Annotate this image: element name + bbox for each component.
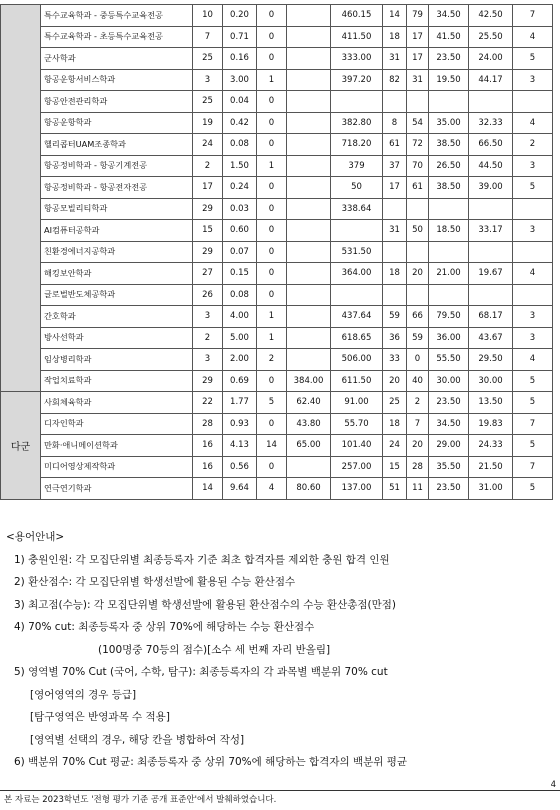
table-cell: 44.17: [469, 69, 513, 91]
table-row: [1, 327, 553, 349]
department-name: 군사학과: [41, 48, 193, 70]
table-cell: 66.50: [469, 134, 513, 156]
table-row: [1, 177, 553, 199]
table-cell: 31: [407, 69, 429, 91]
table-cell: [287, 456, 331, 478]
group-label: [1, 5, 41, 392]
table-row: [1, 220, 553, 242]
table-cell: [429, 241, 469, 263]
table-cell: 5: [513, 370, 553, 392]
table-cell: [287, 69, 331, 91]
table-cell: [407, 241, 429, 263]
table-cell: 0.08: [223, 134, 257, 156]
table-cell: 2: [193, 155, 223, 177]
table-cell: 43.67: [469, 327, 513, 349]
table-cell: [513, 284, 553, 306]
table-cell: [469, 241, 513, 263]
table-cell: 364.00: [331, 263, 383, 285]
table-cell: 0: [257, 91, 287, 113]
table-cell: [287, 241, 331, 263]
table-cell: 0: [257, 370, 287, 392]
admission-results-table: [0, 4, 553, 500]
table-cell: 382.80: [331, 112, 383, 134]
table-cell: 4.00: [223, 306, 257, 328]
table-cell: 35.00: [429, 112, 469, 134]
department-name: 친환경에너지공학과: [41, 241, 193, 263]
table-cell: 28: [193, 413, 223, 435]
table-cell: 44.50: [469, 155, 513, 177]
table-cell: 28: [407, 456, 429, 478]
table-cell: 2: [513, 134, 553, 156]
department-name: 작업치료학과: [41, 370, 193, 392]
table-cell: 62.40: [287, 392, 331, 414]
table-row: [1, 69, 553, 91]
table-cell: [429, 284, 469, 306]
table-cell: [407, 284, 429, 306]
table-cell: [407, 91, 429, 113]
table-cell: 0.71: [223, 26, 257, 48]
department-name: 미디어영상제작학과: [41, 456, 193, 478]
table-cell: [469, 91, 513, 113]
table-cell: 29.50: [469, 349, 513, 371]
table-cell: [287, 5, 331, 27]
table-cell: 0.08: [223, 284, 257, 306]
table-cell: 101.40: [331, 435, 383, 457]
table-cell: 42.50: [469, 5, 513, 27]
table-cell: 39.00: [469, 177, 513, 199]
table-cell: [513, 241, 553, 263]
table-cell: 5.00: [223, 327, 257, 349]
table-cell: 31: [383, 48, 407, 70]
table-cell: 24: [383, 435, 407, 457]
table-cell: 37: [383, 155, 407, 177]
table-cell: 20: [383, 370, 407, 392]
table-cell: 18: [383, 26, 407, 48]
table-cell: 618.65: [331, 327, 383, 349]
table-cell: 18.50: [429, 220, 469, 242]
table-cell: 29.00: [429, 435, 469, 457]
footer-divider: [0, 790, 560, 791]
table-cell: 21.50: [469, 456, 513, 478]
table-cell: [287, 327, 331, 349]
table-row: [1, 263, 553, 285]
table-cell: 4.13: [223, 435, 257, 457]
department-name: 사회체육학과: [41, 392, 193, 414]
table-cell: 718.20: [331, 134, 383, 156]
table-cell: 0: [257, 413, 287, 435]
table-cell: 17: [407, 48, 429, 70]
glossary-item: 3) 최고점(수능): 각 모집단위별 학생선발에 활용된 환산점수의 수능 환산총점(만점): [14, 598, 396, 611]
table-cell: [287, 220, 331, 242]
department-name: 디자인학과: [41, 413, 193, 435]
table-cell: 0.04: [223, 91, 257, 113]
table-cell: 3: [193, 69, 223, 91]
table-cell: 30.00: [429, 370, 469, 392]
table-cell: 0: [257, 177, 287, 199]
table-cell: 4: [513, 112, 553, 134]
table-cell: 27: [193, 263, 223, 285]
table-cell: 82: [383, 69, 407, 91]
table-cell: 0: [407, 349, 429, 371]
table-cell: 0: [257, 263, 287, 285]
table-cell: 23.50: [429, 48, 469, 70]
department-name: 글로벌반도체공학과: [41, 284, 193, 306]
department-name: 연극연기학과: [41, 478, 193, 500]
table-cell: 19.67: [469, 263, 513, 285]
table-cell: 11: [407, 478, 429, 500]
table-row: [1, 26, 553, 48]
table-cell: 24.00: [469, 48, 513, 70]
table-cell: 0.07: [223, 241, 257, 263]
table-row: [1, 241, 553, 263]
table-cell: 0: [257, 134, 287, 156]
table-row: [1, 198, 553, 220]
table-cell: 3: [513, 220, 553, 242]
table-cell: 0.56: [223, 456, 257, 478]
table-cell: 3: [513, 155, 553, 177]
table-cell: 24: [193, 134, 223, 156]
department-name: 헬리콥터UAM조종학과: [41, 134, 193, 156]
table-cell: [407, 198, 429, 220]
table-cell: 80.60: [287, 478, 331, 500]
table-cell: 55.50: [429, 349, 469, 371]
table-cell: 35.50: [429, 456, 469, 478]
table-cell: 0.60: [223, 220, 257, 242]
table-cell: [429, 91, 469, 113]
table-cell: 23.50: [429, 392, 469, 414]
table-cell: 15: [383, 456, 407, 478]
department-name: 항공정비학과 - 항공기계전공: [41, 155, 193, 177]
table-cell: [469, 284, 513, 306]
table-cell: 4: [513, 263, 553, 285]
table-cell: 0: [257, 456, 287, 478]
table-cell: 531.50: [331, 241, 383, 263]
table-cell: 36.00: [429, 327, 469, 349]
table-cell: [287, 48, 331, 70]
glossary-item: 5) 영역별 70% Cut (국어, 수학, 탐구): 최종등록자의 각 과목별 백분위 70% cut: [14, 666, 388, 678]
table-cell: [513, 91, 553, 113]
table-cell: 2: [407, 392, 429, 414]
table-cell: 15: [193, 220, 223, 242]
table-cell: 0: [257, 26, 287, 48]
page-number: 4: [550, 780, 556, 790]
table-cell: 1: [257, 327, 287, 349]
table-cell: 1.50: [223, 155, 257, 177]
table-cell: [287, 134, 331, 156]
table-cell: 384.00: [287, 370, 331, 392]
group-label: 다군: [1, 392, 41, 500]
table-cell: 3: [193, 306, 223, 328]
table-cell: 411.50: [331, 26, 383, 48]
table-cell: 14: [193, 478, 223, 500]
table-cell: 0: [257, 220, 287, 242]
table-cell: 79.50: [429, 306, 469, 328]
table-cell: 0.93: [223, 413, 257, 435]
table-cell: 1: [257, 69, 287, 91]
table-row: [1, 112, 553, 134]
table-cell: 5: [513, 48, 553, 70]
table-cell: 29: [193, 370, 223, 392]
table-row: [1, 392, 553, 414]
table-cell: [331, 91, 383, 113]
table-cell: [331, 284, 383, 306]
department-name: 간호학과: [41, 306, 193, 328]
table-cell: 25: [193, 91, 223, 113]
table-row: [1, 456, 553, 478]
table-cell: 2: [257, 349, 287, 371]
table-cell: 55.70: [331, 413, 383, 435]
table-cell: 59: [383, 306, 407, 328]
department-name: 항공안전관리학과: [41, 91, 193, 113]
table-cell: 137.00: [331, 478, 383, 500]
table-cell: 3: [193, 349, 223, 371]
table-cell: 68.17: [469, 306, 513, 328]
table-cell: 7: [513, 456, 553, 478]
table-cell: 29: [193, 241, 223, 263]
department-name: 특수교육학과 - 초등특수교육전공: [41, 26, 193, 48]
table-cell: 5: [513, 392, 553, 414]
table-row: [1, 349, 553, 371]
table-cell: 16: [193, 456, 223, 478]
table-cell: 50: [331, 177, 383, 199]
table-cell: 0: [257, 241, 287, 263]
glossary: [6, 526, 554, 774]
table-cell: 8: [383, 112, 407, 134]
table-cell: 24.33: [469, 435, 513, 457]
table-row: [1, 435, 553, 457]
table-cell: [287, 177, 331, 199]
table-cell: 257.00: [331, 456, 383, 478]
table-cell: 34.50: [429, 413, 469, 435]
table-cell: 0: [257, 284, 287, 306]
table-cell: [287, 26, 331, 48]
table-cell: [287, 306, 331, 328]
table-cell: 0.16: [223, 48, 257, 70]
table-cell: 397.20: [331, 69, 383, 91]
table-cell: 10: [193, 5, 223, 27]
table-cell: 18: [383, 263, 407, 285]
table-cell: 14: [257, 435, 287, 457]
table-cell: 51: [383, 478, 407, 500]
table-cell: 33: [383, 349, 407, 371]
department-name: 항공정비학과 - 항공전자전공: [41, 177, 193, 199]
table-cell: 26: [193, 284, 223, 306]
table-cell: 3.00: [223, 69, 257, 91]
table-cell: 379: [331, 155, 383, 177]
table-cell: [383, 241, 407, 263]
table-cell: 1: [257, 306, 287, 328]
table-cell: 29: [193, 198, 223, 220]
table-cell: 460.15: [331, 5, 383, 27]
table-cell: 338.64: [331, 198, 383, 220]
table-row: [1, 306, 553, 328]
table-cell: 14: [383, 5, 407, 27]
table-cell: [469, 198, 513, 220]
table-cell: 20: [407, 435, 429, 457]
table-cell: 61: [407, 177, 429, 199]
table-cell: 43.80: [287, 413, 331, 435]
table-cell: 0.15: [223, 263, 257, 285]
table-row: [1, 413, 553, 435]
table-cell: 13.50: [469, 392, 513, 414]
table-cell: [287, 91, 331, 113]
table-cell: 17: [383, 177, 407, 199]
table-cell: [383, 91, 407, 113]
glossary-item: [영어영역의 경우 등급]: [30, 688, 137, 701]
table-row: [1, 5, 553, 27]
table-cell: [513, 198, 553, 220]
table-cell: 2: [193, 327, 223, 349]
table-cell: [287, 112, 331, 134]
department-name: 특수교육학과 - 중등특수교육전공: [41, 5, 193, 27]
source-note: 본 자료는 2023학년도 '전형 평가 기준 공개 표준안'에서 발췌하였습니다.: [4, 795, 277, 805]
table-cell: 16: [193, 435, 223, 457]
table-cell: 17: [407, 26, 429, 48]
glossary-item: (100명중 70등의 점수)[소수 세 번째 자리 반올림]: [98, 643, 331, 656]
table-cell: 4: [513, 26, 553, 48]
table-cell: 9.64: [223, 478, 257, 500]
table-cell: 38.50: [429, 177, 469, 199]
table-cell: 26.50: [429, 155, 469, 177]
table-cell: 79: [407, 5, 429, 27]
table-cell: 38.50: [429, 134, 469, 156]
table-cell: 91.00: [331, 392, 383, 414]
table-cell: 7: [193, 26, 223, 48]
table-cell: 506.00: [331, 349, 383, 371]
table-row: [1, 91, 553, 113]
table-row: [1, 478, 553, 500]
table-cell: 34.50: [429, 5, 469, 27]
table-cell: 1.77: [223, 392, 257, 414]
glossary-item: 6) 백분위 70% Cut 평균: 최종등록자 중 상위 70%에 해당하는 합격자의 백분위 평균: [14, 756, 408, 768]
table-cell: 4: [513, 349, 553, 371]
department-name: AI컴퓨터공학과: [41, 220, 193, 242]
table-cell: 4: [257, 478, 287, 500]
table-cell: 0: [257, 198, 287, 220]
table-cell: [287, 198, 331, 220]
table-cell: 54: [407, 112, 429, 134]
table-cell: 3: [513, 69, 553, 91]
table-cell: 22: [193, 392, 223, 414]
table-cell: 19.50: [429, 69, 469, 91]
table-cell: 36: [383, 327, 407, 349]
department-name: 임상병리학과: [41, 349, 193, 371]
table-cell: 41.50: [429, 26, 469, 48]
table-cell: 32.33: [469, 112, 513, 134]
table-cell: 0.20: [223, 5, 257, 27]
department-name: 항공모빌리티학과: [41, 198, 193, 220]
table-cell: 3: [513, 327, 553, 349]
table-cell: 0.24: [223, 177, 257, 199]
table-cell: 5: [513, 478, 553, 500]
glossary-item: 2) 환산점수: 각 모집단위별 학생선발에 활용된 수능 환산점수: [14, 576, 296, 588]
table-cell: 70: [407, 155, 429, 177]
table-cell: [331, 220, 383, 242]
table-row: [1, 284, 553, 306]
table-cell: 21.00: [429, 263, 469, 285]
table-cell: 7: [407, 413, 429, 435]
table-cell: 17: [193, 177, 223, 199]
table-cell: [287, 349, 331, 371]
department-name: 만화·애니메이션학과: [41, 435, 193, 457]
table-cell: 65.00: [287, 435, 331, 457]
table-cell: 0.03: [223, 198, 257, 220]
table-cell: 25: [383, 392, 407, 414]
department-name: 방사선학과: [41, 327, 193, 349]
table-cell: 5: [513, 435, 553, 457]
table-cell: 2.00: [223, 349, 257, 371]
table-cell: 25.50: [469, 26, 513, 48]
table-cell: [383, 198, 407, 220]
glossary-item: 1) 충원인원: 각 모집단위별 최종등록자 기준 최초 합격자를 제외한 충원 합격 인원: [14, 553, 390, 566]
table-cell: 19.83: [469, 413, 513, 435]
table-row: [1, 155, 553, 177]
table-cell: 31.00: [469, 478, 513, 500]
table-cell: 33.17: [469, 220, 513, 242]
glossary-title: <용어안내>: [6, 531, 65, 543]
table-cell: 1: [257, 155, 287, 177]
table-cell: 5: [257, 392, 287, 414]
table-cell: 66: [407, 306, 429, 328]
glossary-item: [영역별 선택의 경우, 해당 칸을 병합하여 작성]: [30, 733, 245, 746]
table-cell: 7: [513, 413, 553, 435]
table-row: [1, 370, 553, 392]
table-cell: [287, 155, 331, 177]
table-cell: 20: [407, 263, 429, 285]
department-name: 항공운항서비스학과: [41, 69, 193, 91]
table-cell: 5: [513, 177, 553, 199]
department-name: 해킹보안학과: [41, 263, 193, 285]
table-cell: 59: [407, 327, 429, 349]
table-cell: 3: [513, 306, 553, 328]
table-cell: [429, 198, 469, 220]
table-cell: [287, 263, 331, 285]
table-cell: 40: [407, 370, 429, 392]
table-cell: 611.50: [331, 370, 383, 392]
table-cell: 0.42: [223, 112, 257, 134]
table-cell: 50: [407, 220, 429, 242]
table-cell: 0: [257, 112, 287, 134]
table-row: [1, 48, 553, 70]
table-cell: 72: [407, 134, 429, 156]
table-cell: 23.50: [429, 478, 469, 500]
table-cell: 18: [383, 413, 407, 435]
table-cell: 0.69: [223, 370, 257, 392]
table-cell: [383, 284, 407, 306]
table-cell: 25: [193, 48, 223, 70]
table-cell: 31: [383, 220, 407, 242]
table-row: [1, 134, 553, 156]
table-cell: 437.64: [331, 306, 383, 328]
table-cell: 19: [193, 112, 223, 134]
glossary-item: 4) 70% cut: 최종등록자 중 상위 70%에 해당하는 수능 환산점수: [14, 621, 315, 633]
table-cell: 0: [257, 48, 287, 70]
table-cell: 0: [257, 5, 287, 27]
table-cell: 61: [383, 134, 407, 156]
table-cell: 7: [513, 5, 553, 27]
table-cell: 333.00: [331, 48, 383, 70]
glossary-item: [탐구영역은 반영과목 수 적용]: [30, 711, 170, 723]
table-cell: 30.00: [469, 370, 513, 392]
table-cell: [287, 284, 331, 306]
department-name: 항공운항학과: [41, 112, 193, 134]
